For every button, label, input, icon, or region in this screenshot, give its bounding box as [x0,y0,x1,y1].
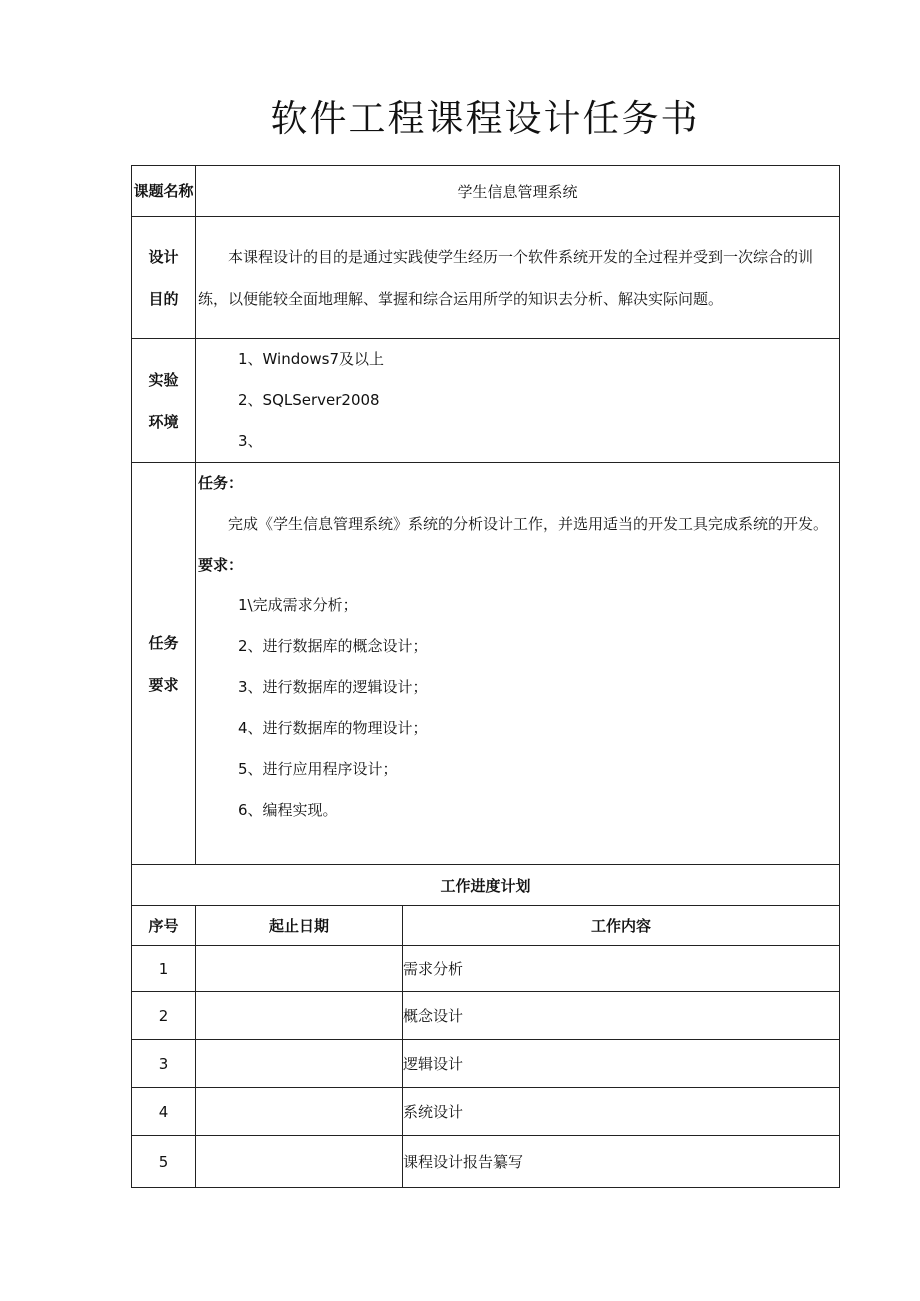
table-row [132,1040,840,1088]
environment-label: 实验 环境 [132,339,196,463]
row-content: 需求分析 [403,946,840,992]
environment-list [196,339,840,463]
requirement-item: 2、进行数据库的概念设计； [238,637,428,655]
environment-item: 3、 [238,432,263,450]
table-row [132,1136,840,1188]
schedule-heading: 工作进度计划 [132,865,840,906]
purpose-text-cell [196,217,840,339]
environment-row [132,339,840,463]
schedule-heading-row [132,865,840,906]
purpose-row [132,217,840,339]
row-date [196,1040,403,1088]
purpose-text: 本课程设计的目的是通过实践使学生经历一个软件系统开发的全过程并受到一次综合的训练，以便能较全面地理解、掌握和综合运用所学的知识去分析、解决实际问题。 [198,247,814,308]
task-row [132,463,840,865]
task-content [196,463,840,865]
row-no: 3 [132,1040,196,1088]
row-content: 逻辑设计 [403,1040,840,1088]
requirement-item: 4、进行数据库的物理设计； [238,719,428,737]
row-date [196,946,403,992]
requirement-item: 1\完成需求分析； [238,596,358,614]
row-no: 4 [132,1088,196,1136]
task-label: 任务 要求 [132,463,196,865]
environment-item: 2、SQLServer2008 [238,391,380,409]
table-row [132,992,840,1040]
row-content: 系统设计 [403,1088,840,1136]
column-header-no: 序号 [132,906,196,946]
row-no: 2 [132,992,196,1040]
task-text: 完成《学生信息管理系统》系统的分析设计工作，并选用适当的开发工具完成系统的开发。 [228,515,829,533]
requirement-item: 6、编程实现。 [238,801,338,819]
topic-value: 学生信息管理系统 [196,166,840,217]
task-table [131,165,840,1188]
table-row [132,1088,840,1136]
schedule-header-row [132,906,840,946]
row-content: 概念设计 [403,992,840,1040]
topic-label: 课题名称 [132,166,196,217]
row-no: 1 [132,946,196,992]
row-content: 课程设计报告纂写 [403,1136,840,1188]
purpose-label: 设计 目的 [132,217,196,339]
requirement-item: 3、进行数据库的逻辑设计； [238,678,428,696]
column-header-content: 工作内容 [403,906,840,946]
requirement-item: 5、进行应用程序设计； [238,760,398,778]
task-heading: 任务： [198,474,244,492]
row-date [196,992,403,1040]
requirements-heading: 要求： [198,556,244,574]
environment-item: 1、Windows7及以上 [238,350,385,368]
table-row [132,946,840,992]
page-title: 软件工程课程设计任务书 [270,97,700,140]
row-date [196,1136,403,1188]
topic-row [132,166,840,217]
row-date [196,1088,403,1136]
column-header-date: 起止日期 [196,906,403,946]
row-no: 5 [132,1136,196,1188]
